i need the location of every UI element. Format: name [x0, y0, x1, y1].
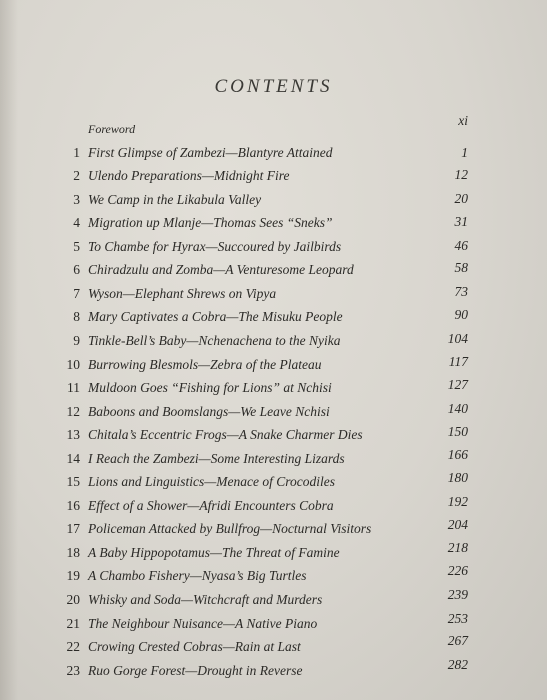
page-number: 192 — [447, 493, 468, 509]
chapter-number: 5 — [73, 238, 80, 254]
chapter-number: 16 — [66, 497, 80, 513]
toc-row — [0, 284, 547, 304]
chapter-number: 20 — [66, 592, 80, 607]
chapter-title: Whisky and Soda—Witchcraft and Murders — [88, 592, 323, 607]
page-number: 117 — [448, 353, 468, 369]
chapter-title: First Glimpse of Zambezi—Blantyre Attained — [88, 144, 333, 160]
toc-row — [0, 307, 547, 327]
chapter-number: 1 — [73, 144, 80, 160]
chapter-title: Policeman Attacked by Bullfrog—Nocturnal Visitors — [88, 521, 372, 537]
chapter-number: 10 — [66, 356, 80, 372]
chapter-number: 17 — [66, 521, 80, 537]
page-number: 12 — [454, 167, 468, 183]
toc-row — [0, 563, 547, 586]
chapter-number: 4 — [73, 215, 80, 231]
page-number: 1 — [461, 144, 468, 160]
toc-row — [0, 446, 547, 469]
page-number: 166 — [447, 446, 468, 462]
chapter-title: We Camp in the Likabula Valley — [88, 191, 262, 207]
chapter-number: 14 — [66, 450, 80, 466]
page-number: 226 — [447, 563, 468, 579]
page-number: 150 — [447, 424, 468, 440]
toc-row — [0, 656, 547, 681]
chapter-title: Chiradzulu and Zomba—A Venturesome Leopard — [88, 262, 354, 278]
page-number: 20 — [454, 190, 468, 206]
page-number: 282 — [447, 656, 468, 672]
chapter-title: Ruo Gorge Forest—Drought in Reverse — [88, 662, 303, 678]
chapter-title: Muldoon Goes “Fishing for Lions” at Nchisi — [88, 380, 332, 396]
toc-row — [0, 213, 547, 233]
chapter-number: 2 — [73, 168, 80, 184]
page-number: 90 — [454, 307, 468, 323]
page-number: 204 — [447, 517, 468, 533]
page-number: 239 — [447, 587, 468, 602]
chapter-number: 18 — [66, 544, 80, 560]
chapter-title: To Chambe for Hyrax—Succoured by Jailbirds — [88, 238, 342, 254]
page-number: 73 — [454, 283, 468, 299]
chapter-number: 12 — [66, 403, 80, 419]
page-number: 31 — [454, 214, 468, 230]
chapter-title: Ulendo Preparations—Midnight Fire — [88, 168, 290, 184]
chapter-title: Migration up Mlanje—Thomas Sees “Sneks” — [88, 215, 333, 231]
chapter-title: I Reach the Zambezi—Some Interesting Lizards — [88, 450, 345, 466]
chapter-number: 13 — [66, 427, 80, 443]
chapter-title: Tinkle-Bell’s Baby—Nchenachena to the Nyika — [88, 332, 341, 348]
page-number: 104 — [447, 330, 468, 346]
toc-row — [0, 260, 547, 280]
chapter-number: 6 — [73, 262, 80, 278]
chapter-title: A Chambo Fishery—Nyasa’s Big Turtles — [88, 568, 307, 584]
chapter-title: Baboons and Boomslangs—We Leave Nchisi — [88, 403, 330, 419]
page-number: 58 — [454, 260, 468, 276]
chapter-title: Crowing Crested Cobras—Rain at Last — [88, 639, 301, 655]
chapter-number: 21 — [66, 615, 80, 631]
chapter-number: 9 — [73, 332, 80, 348]
chapter-title: Foreword — [88, 122, 136, 136]
chapter-number: 3 — [73, 191, 80, 207]
page-number: 180 — [447, 470, 468, 486]
page-number: 140 — [447, 400, 468, 416]
toc-row — [0, 355, 547, 375]
page-title: CONTENTS — [214, 76, 333, 97]
chapter-title: Mary Captivates a Cobra—The Misuku People — [88, 309, 343, 325]
page-number: 218 — [447, 539, 468, 555]
toc-row — [0, 166, 547, 186]
chapter-title: Effect of a Shower—Afridi Encounters Cobra — [88, 497, 334, 513]
toc-row — [0, 493, 547, 516]
page-number: 127 — [447, 377, 468, 393]
toc-row — [0, 402, 547, 422]
chapter-number: 11 — [67, 380, 80, 396]
chapter-title: A Baby Hippopotamus—The Threat of Famine — [88, 544, 340, 560]
chapter-number: 22 — [66, 639, 80, 655]
chapter-title: Burrowing Blesmols—Zebra of the Plateau — [88, 356, 322, 372]
toc-row — [0, 519, 547, 539]
chapter-number: 7 — [73, 285, 80, 301]
toc-row-foreword — [0, 113, 547, 139]
chapter-number: 23 — [66, 662, 80, 678]
page-number: xi — [458, 113, 468, 128]
toc-row — [0, 472, 547, 492]
toc-row — [0, 539, 547, 563]
chapter-title: Wyson—Elephant Shrews on Vipya — [88, 285, 277, 301]
toc-row — [0, 237, 547, 257]
chapter-title: Chitala’s Eccentric Frogs—A Snake Charmer Dies — [88, 427, 363, 443]
toc-row — [0, 378, 547, 398]
chapter-title: The Neighbour Nuisance—A Native Piano — [88, 615, 318, 631]
toc-row — [0, 587, 547, 610]
page-number: 253 — [447, 610, 468, 626]
toc-row — [0, 190, 547, 210]
page-number: 46 — [454, 237, 468, 253]
chapter-number: 8 — [73, 309, 80, 325]
chapter-number: 19 — [66, 568, 80, 584]
toc-row — [0, 425, 547, 445]
toc-row — [0, 331, 547, 351]
toc-row — [0, 143, 547, 163]
page-number: 267 — [447, 633, 468, 649]
chapter-number: 15 — [66, 474, 80, 490]
chapter-title: Lions and Linguistics—Menace of Crocodiles — [88, 474, 335, 490]
